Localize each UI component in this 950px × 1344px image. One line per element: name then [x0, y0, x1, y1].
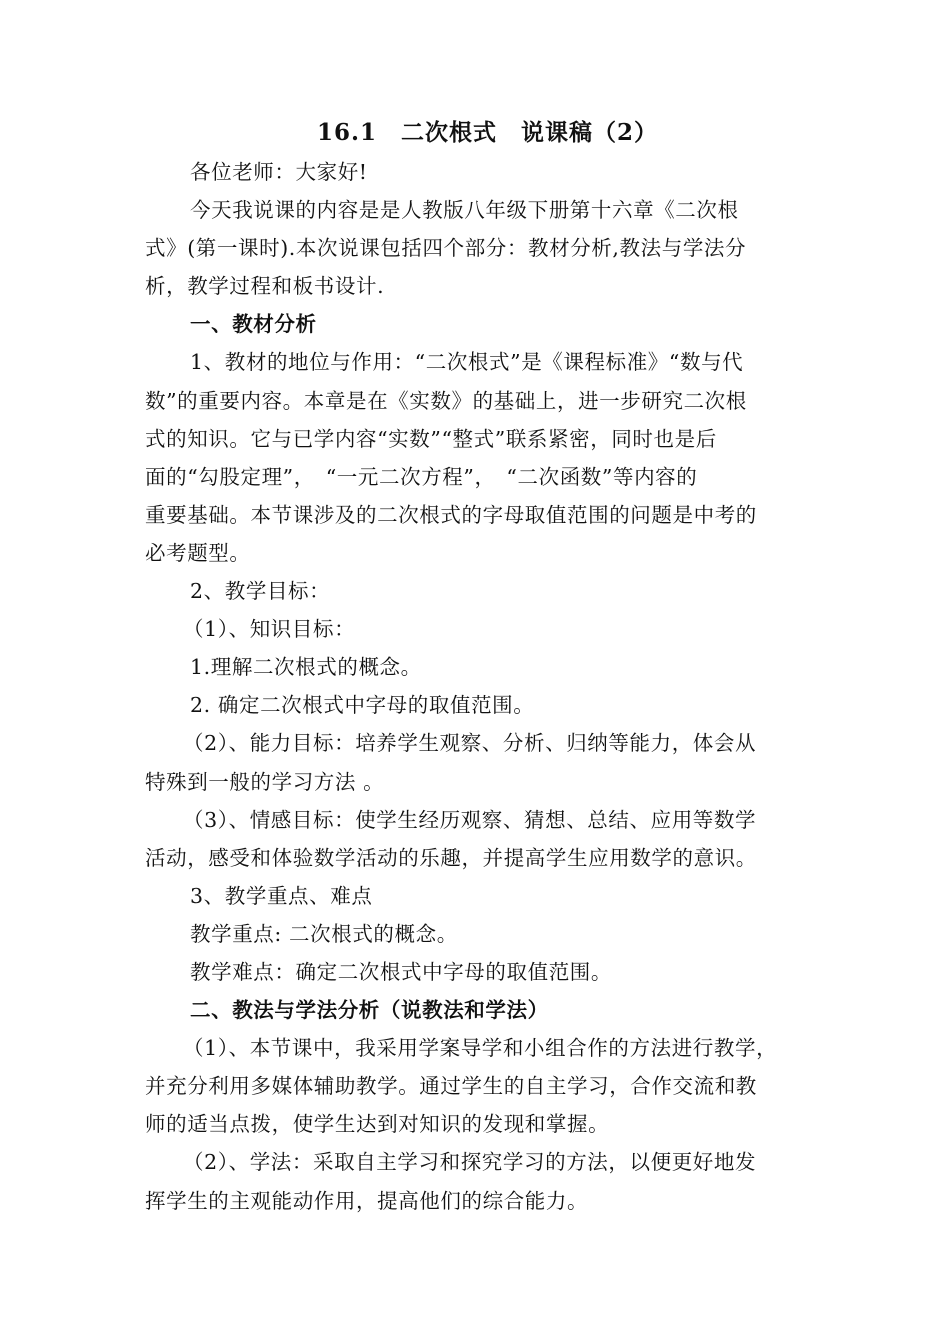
list-item: 1.理解二次根式的概念。: [190, 655, 422, 680]
paragraph-line: 式的知识。它与已学内容“实数”“整式”联系紧密，同时也是后: [145, 426, 717, 451]
paragraph-line: 1、教材的地位与作用：“二次根式”是《课程标准》“数与代: [190, 350, 744, 375]
paragraph-line: （2）、能力目标：培养学生观察、分析、归纳等能力，体会从: [183, 731, 757, 756]
paragraph-line: 师的适当点拨，使学生达到对知识的发现和掌握。: [145, 1112, 610, 1137]
section-heading-1: 一、教材分析: [190, 312, 317, 337]
key-point: 教学重点: 二次根式的概念。: [190, 921, 458, 946]
paragraph-line: 面的“勾股定理”， “一元二次方程”， “二次函数”等内容的: [145, 464, 698, 489]
intro-paragraph-line: 析，教学过程和板书设计.: [145, 274, 385, 299]
paragraph-line: （1）、本节课中，我采用学案导学和小组合作的方法进行教学，: [183, 1036, 778, 1061]
paragraph-line: 活动，感受和体验数学活动的乐趣，并提高学生应用数学的意识。: [145, 845, 757, 870]
paragraph-line: （2）、学法：采取自主学习和探究学习的方法，以便更好地发: [183, 1150, 757, 1175]
difficult-point: 教学难点：确定二次根式中字母的取值范围。: [190, 959, 612, 984]
section-heading-2: 二、教法与学法分析（说教法和学法）: [190, 998, 549, 1023]
paragraph-line: 数”的重要内容。本章是在《实数》的基础上，进一步研究二次根: [145, 388, 747, 413]
intro-paragraph-line: 今天我说课的内容是是人教版八年级下册第十六章《二次根: [190, 198, 739, 223]
paragraph-line: 并充分利用多媒体辅助教学。通过学生的自主学习，合作交流和教: [145, 1074, 757, 1099]
greeting: 各位老师：大家好!: [190, 160, 368, 184]
subheading-key-points: 3、教学重点、难点: [190, 883, 373, 908]
paragraph-line: 特殊到一般的学习方法 。: [145, 769, 385, 794]
paragraph-line: 重要基础。本节课涉及的二次根式的字母取值范围的问题是中考的: [145, 502, 757, 527]
document-title: 16.1 二次根式 说课稿（2）: [316, 119, 659, 146]
paragraph-line: 挥学生的主观能动作用，提高他们的综合能力。: [145, 1188, 589, 1213]
subheading-teaching-goals: 2、教学目标：: [190, 579, 331, 604]
paragraph-line: 必考题型。: [145, 540, 251, 565]
subheading-knowledge-goal: （1）、知识目标：: [183, 617, 356, 642]
intro-paragraph-line: 式》(第一课时).本次说课包括四个部分：教材分析,教法与学法分: [145, 236, 747, 261]
document-page: [145, 113, 810, 1220]
list-item: 2. 确定二次根式中字母的取值范围。: [190, 693, 535, 718]
paragraph-line: （3）、情感目标：使学生经历观察、猜想、总结、应用等数学: [183, 807, 757, 832]
